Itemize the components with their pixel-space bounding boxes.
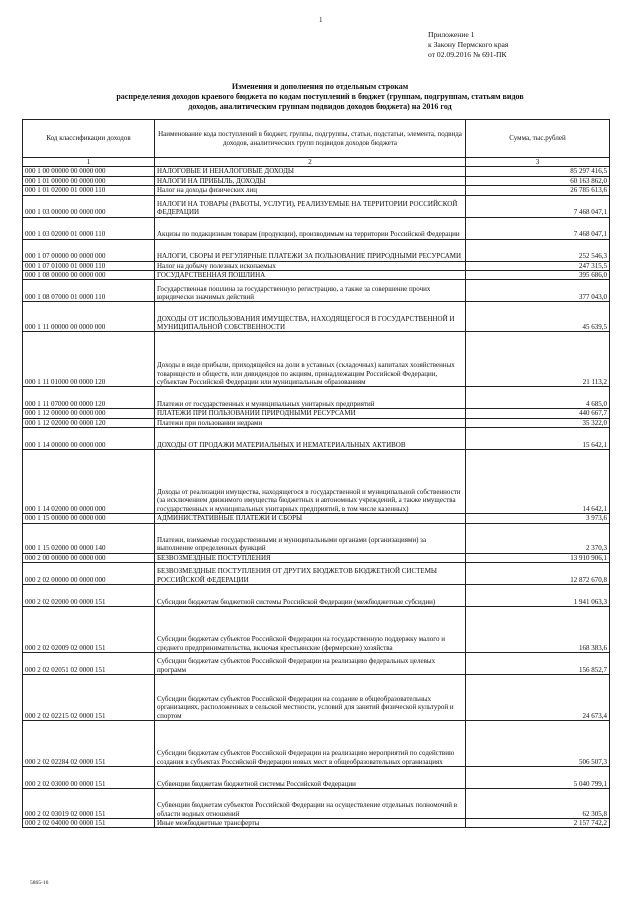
title-line-2: распределения доходов краевого бюджета по кодам поступлений в бюджет (группам, подгруппам, статьям видов xyxy=(116,92,524,101)
table-row xyxy=(23,302,610,332)
table-row xyxy=(23,332,610,387)
row-name: ГОСУДАРСТВЕННАЯ ПОШЛИНА xyxy=(155,271,466,280)
row-code: 000 1 03 02000 01 0000 110 xyxy=(23,217,155,239)
table-row xyxy=(23,653,610,675)
row-amount: 3 973,6 xyxy=(466,514,610,523)
column-number-row xyxy=(23,158,610,167)
table-row xyxy=(23,428,610,450)
table-row xyxy=(23,261,610,270)
row-code: 000 1 15 02000 00 0000 140 xyxy=(23,523,155,553)
row-amount: 440 667,7 xyxy=(466,409,610,418)
table-row xyxy=(23,195,610,217)
row-name: БЕЗВОЗМЕЗДНЫЕ ПОСТУПЛЕНИЯ xyxy=(155,553,466,562)
row-amount: 21 113,2 xyxy=(466,332,610,387)
table-row xyxy=(23,789,610,819)
row-amount: 168 383,6 xyxy=(466,607,610,653)
row-amount: 395 686,0 xyxy=(466,271,610,280)
row-name: НАЛОГИ НА ПРИБЫЛЬ, ДОХОДЫ xyxy=(155,176,466,185)
row-code: 000 1 14 02000 00 0000 000 xyxy=(23,450,155,514)
row-name: Налог на доходы физических лиц xyxy=(155,186,466,195)
table-row xyxy=(23,675,610,721)
table-row xyxy=(23,418,610,427)
appendix-line-2: к Закону Пермского края xyxy=(428,40,509,49)
row-amount: 26 785 613,6 xyxy=(466,186,610,195)
row-code: 000 1 11 07000 00 0000 120 xyxy=(23,387,155,409)
row-amount: 85 297 416,5 xyxy=(466,167,610,176)
row-name: Субвенции бюджетам бюджетной системы Российской Федерации xyxy=(155,767,466,789)
row-name: Платежи от государственных и муниципальных унитарных предприятий xyxy=(155,387,466,409)
header-code: Код классификации доходов xyxy=(23,120,155,158)
row-name: Доходы от реализации имущества, находящегося в государственной и муниципальной собственности (за исключением движимого имущества бюджетных и автономных учреждений, а также имущества государственных и муниципальных унитарных предприятий, в том числе казенных) xyxy=(155,450,466,514)
row-name: Налог на добычу полезных ископаемых xyxy=(155,261,466,270)
table-row xyxy=(23,271,610,280)
row-amount: 13 910 906,1 xyxy=(466,553,610,562)
table-row xyxy=(23,523,610,553)
row-amount: 45 639,5 xyxy=(466,302,610,332)
table-row xyxy=(23,553,610,562)
row-name: ДОХОДЫ ОТ ИСПОЛЬЗОВАНИЯ ИМУЩЕСТВА, НАХОДЯЩЕГОСЯ В ГОСУДАРСТВЕННОЙ И МУНИЦИПАЛЬНОЙ СОБСТВЕННОСТИ xyxy=(155,302,466,332)
table-row xyxy=(23,239,610,261)
row-code: 000 1 03 00000 00 0000 000 xyxy=(23,195,155,217)
row-name: Иные межбюджетные трансферты xyxy=(155,819,466,828)
table-row xyxy=(23,607,610,653)
table-row xyxy=(23,280,610,302)
row-code: 000 1 14 00000 00 0000 000 xyxy=(23,428,155,450)
row-name: НАЛОГОВЫЕ И НЕНАЛОГОВЫЕ ДОХОДЫ xyxy=(155,167,466,176)
row-amount: 15 642,1 xyxy=(466,428,610,450)
document-title xyxy=(40,82,600,112)
row-amount: 4 685,0 xyxy=(466,387,610,409)
row-code: 000 2 02 02051 02 0000 151 xyxy=(23,653,155,675)
appendix-line-3: от 02.09.2016 № 691-ПК xyxy=(428,50,507,59)
table-row xyxy=(23,767,610,789)
row-amount: 377 043,0 xyxy=(466,280,610,302)
table-row xyxy=(23,450,610,514)
table-row xyxy=(23,176,610,185)
table-row xyxy=(23,721,610,767)
row-code: 000 2 02 00000 00 0000 000 xyxy=(23,563,155,585)
row-name: Субвенции бюджетам субъектов Российской Федерации на осуществление отдельных полномочий в области водных отношений xyxy=(155,789,466,819)
row-name: ПЛАТЕЖИ ПРИ ПОЛЬЗОВАНИИ ПРИРОДНЫМИ РЕСУРСАМИ xyxy=(155,409,466,418)
row-code: 000 2 02 03000 00 0000 151 xyxy=(23,767,155,789)
row-name: Субсидии бюджетам субъектов Российской Федерации на реализацию мероприятий по содействию создания в субъектах Российской Федерации новых мест в общеобразовательных организациях xyxy=(155,721,466,767)
row-code: 000 2 02 04000 00 0000 151 xyxy=(23,819,155,828)
row-name: Государственная пошлина за государственную регистрацию, а также за совершение прочих юридически значимых действий xyxy=(155,280,466,302)
row-amount: 7 468 047,1 xyxy=(466,195,610,217)
row-amount: 506 507,3 xyxy=(466,721,610,767)
table-row xyxy=(23,409,610,418)
row-amount: 156 852,7 xyxy=(466,653,610,675)
row-code: 000 1 01 00000 00 0000 000 xyxy=(23,176,155,185)
row-name: НАЛОГИ НА ТОВАРЫ (РАБОТЫ, УСЛУГИ), РЕАЛИЗУЕМЫЕ НА ТЕРРИТОРИИ РОССИЙСКОЙ ФЕДЕРАЦИИ xyxy=(155,195,466,217)
row-amount: 35 322,0 xyxy=(466,418,610,427)
table-row xyxy=(23,217,610,239)
row-code: 000 1 11 01000 00 0000 120 xyxy=(23,332,155,387)
header-amount: Сумма, тыс.рублей xyxy=(466,120,610,158)
table-row xyxy=(23,186,610,195)
row-name: АДМИНИСТРАТИВНЫЕ ПЛАТЕЖИ И СБОРЫ xyxy=(155,514,466,523)
row-amount: 5 040 799,1 xyxy=(466,767,610,789)
table-row xyxy=(23,563,610,585)
row-code: 000 2 02 02009 02 0000 151 xyxy=(23,607,155,653)
row-amount: 62 305,8 xyxy=(466,789,610,819)
row-code: 000 2 02 02215 02 0000 151 xyxy=(23,675,155,721)
row-code: 000 1 15 00000 00 0000 000 xyxy=(23,514,155,523)
row-code: 000 2 02 02284 02 0000 151 xyxy=(23,721,155,767)
row-name: Субсидии бюджетам субъектов Российской Федерации на государственную поддержку малого и среднего предпринимательства, включая крестьянские (фермерские) хозяйства xyxy=(155,607,466,653)
row-code: 000 1 12 02000 00 0000 120 xyxy=(23,418,155,427)
column-number-3: 3 xyxy=(466,158,610,167)
row-code: 000 2 02 03019 02 0000 151 xyxy=(23,789,155,819)
row-amount: 14 642,1 xyxy=(466,450,610,514)
row-amount: 7 468 047,1 xyxy=(466,217,610,239)
row-amount: 1 941 063,3 xyxy=(466,585,610,607)
row-name: Субсидии бюджетам субъектов Российской Федерации на создание в общеобразовательных организациях, расположенных в сельской местности, условий для занятий физической культурой и спортом xyxy=(155,675,466,721)
row-name: НАЛОГИ, СБОРЫ И РЕГУЛЯРНЫЕ ПЛАТЕЖИ ЗА ПОЛЬЗОВАНИЕ ПРИРОДНЫМИ РЕСУРСАМИ xyxy=(155,239,466,261)
table-header-row xyxy=(23,120,610,158)
row-code: 000 1 12 00000 00 0000 000 xyxy=(23,409,155,418)
title-line-3: доходов, аналитическим группам подвидов доходов бюджета) на 2016 год xyxy=(188,102,452,111)
page-mark: 1 xyxy=(319,16,323,24)
row-name: БЕЗВОЗМЕЗДНЫЕ ПОСТУПЛЕНИЯ ОТ ДРУГИХ БЮДЖЕТОВ БЮДЖЕТНОЙ СИСТЕМЫ РОССИЙСКОЙ ФЕДЕРАЦИИ xyxy=(155,563,466,585)
row-name: Субсидии бюджетам субъектов Российской Федерации на реализацию федеральных целевых программ xyxy=(155,653,466,675)
table-body xyxy=(23,167,610,828)
table-row xyxy=(23,585,610,607)
column-number-1: 1 xyxy=(23,158,155,167)
row-code: 000 1 07 01000 01 0000 110 xyxy=(23,261,155,270)
header-name: Наименование кода поступлений в бюджет, группы, подгруппы, статьи, подстатьи, элемента, подвида доходов, аналитических групп подвидов доходов бюджета xyxy=(155,120,466,158)
row-name: Субсидии бюджетам бюджетной системы Российской Федерации (межбюджетные субсидии) xyxy=(155,585,466,607)
row-name: Платежи при пользовании недрами xyxy=(155,418,466,427)
table-row xyxy=(23,387,610,409)
row-amount: 60 163 862,0 xyxy=(466,176,610,185)
row-amount: 2 157 742,2 xyxy=(466,819,610,828)
row-name: Доходы в виде прибыли, приходящейся на доли в уставных (складочных) капиталах хозяйственных товариществ и обществ, или дивидендов по акциям, принадлежащим Российской Федерации, субъектам Российской Федерации или муниципальным образованиям xyxy=(155,332,466,387)
table-row xyxy=(23,819,610,828)
row-code: 000 1 08 07000 01 0000 110 xyxy=(23,280,155,302)
row-code: 000 1 11 00000 00 0000 000 xyxy=(23,302,155,332)
row-amount: 247 315,5 xyxy=(466,261,610,270)
row-name: Акцизы по подакцизным товарам (продукции), производимым на территории Российской Федерации xyxy=(155,217,466,239)
title-line-1: Изменения и дополнения по отдельным строкам xyxy=(231,82,409,91)
row-code: 000 2 02 02000 00 0000 151 xyxy=(23,585,155,607)
row-code: 000 1 00 00000 00 0000 000 xyxy=(23,167,155,176)
row-code: 000 2 00 00000 00 0000 000 xyxy=(23,553,155,562)
appendix-block xyxy=(428,30,508,60)
row-amount: 24 673,4 xyxy=(466,675,610,721)
row-amount: 252 546,3 xyxy=(466,239,610,261)
footer-code: 5865-16 xyxy=(30,880,49,886)
revenue-table xyxy=(22,119,610,828)
row-amount: 12 872 670,8 xyxy=(466,563,610,585)
row-name: Платежи, взимаемые государственными и муниципальными органами (организациями) за выполнение определенных функций xyxy=(155,523,466,553)
row-code: 000 1 08 00000 00 0000 000 xyxy=(23,271,155,280)
table-row xyxy=(23,514,610,523)
column-number-2: 2 xyxy=(155,158,466,167)
row-amount: 2 370,3 xyxy=(466,523,610,553)
row-name: ДОХОДЫ ОТ ПРОДАЖИ МАТЕРИАЛЬНЫХ И НЕМАТЕРИАЛЬНЫХ АКТИВОВ xyxy=(155,428,466,450)
row-code: 000 1 07 00000 00 0000 000 xyxy=(23,239,155,261)
table-row xyxy=(23,167,610,176)
appendix-line-1: Приложение 1 xyxy=(428,30,475,39)
row-code: 000 1 01 02000 01 0000 110 xyxy=(23,186,155,195)
